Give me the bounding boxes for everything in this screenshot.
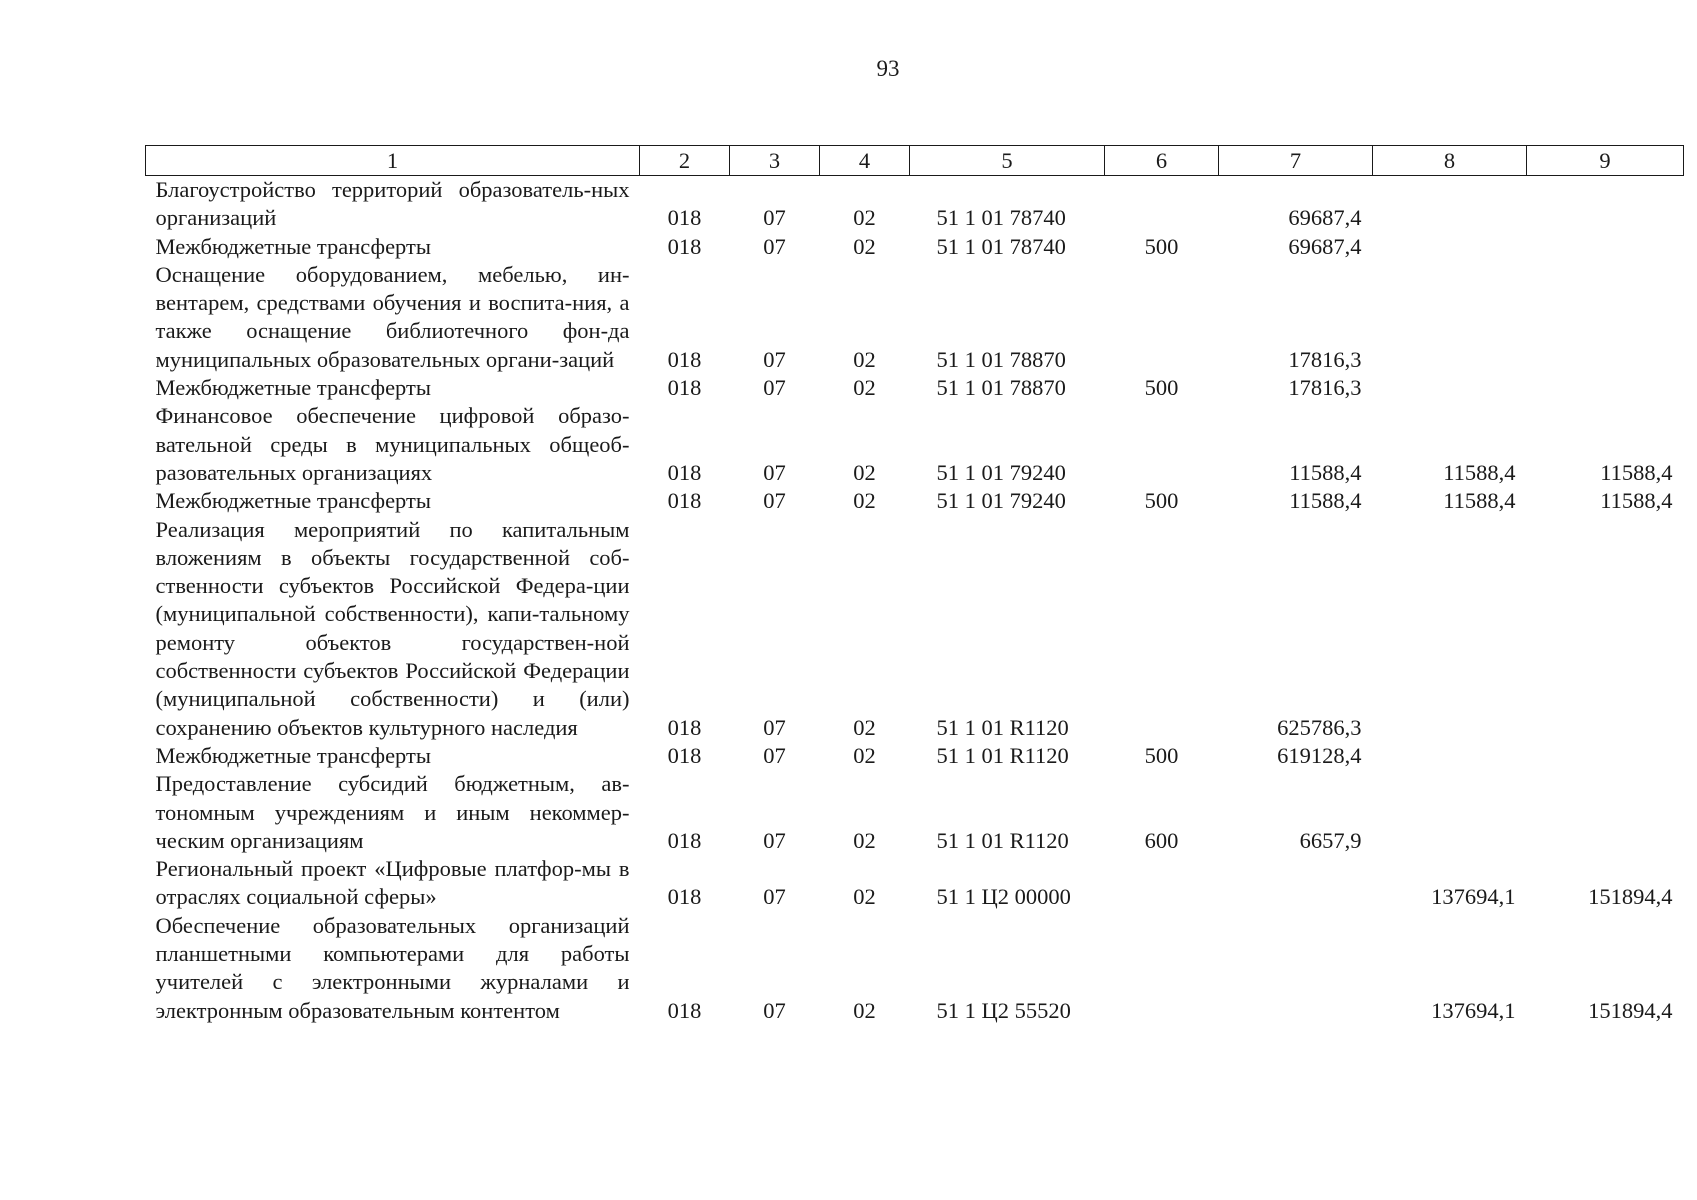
- cell-amount-col9: [1527, 374, 1684, 402]
- row-description: Обеспечение образовательных организаций планшетными компьютерами для работы учителей с электронными журналами и электронным образовательным контентом: [155, 912, 630, 1023]
- table-body: [146, 176, 1684, 1025]
- cell-subsection-code: 02: [853, 827, 876, 853]
- cell-amount-col9: 11588,4: [1600, 488, 1673, 514]
- cell-target-article: 51 1 Ц2 55520: [936, 997, 1071, 1023]
- cell-grbs-code: 018: [667, 714, 702, 740]
- cell-target-article: 51 1 01 R1120: [936, 714, 1069, 740]
- cell-target-article: 51 1 01 79240: [936, 459, 1066, 485]
- cell-amount-col8: 137694,1: [1431, 884, 1516, 910]
- cell-subsection-code: 02: [853, 742, 876, 768]
- table-header-row: [146, 146, 1684, 176]
- page-number: 93: [876, 56, 900, 81]
- cell-grbs-code: 018: [667, 346, 702, 372]
- table-row: [146, 742, 1684, 770]
- cell-grbs-code: 018: [667, 459, 702, 485]
- cell-expense-type: 500: [1144, 375, 1179, 401]
- row-description: Финансовое обеспечение цифровой образо-вательной среды в муниципальных общеоб-разовательных организациях: [155, 403, 630, 485]
- cell-amount-col8: 11588,4: [1443, 488, 1516, 514]
- cell-amount-col8: [1373, 742, 1527, 770]
- cell-amount-col8: [1373, 770, 1527, 855]
- table-row: [146, 487, 1684, 515]
- row-description: Межбюджетные трансферты: [155, 375, 431, 401]
- cell-amount-col7: [1219, 912, 1373, 1025]
- column-header-4: 4: [820, 146, 910, 176]
- cell-amount-col9: [1527, 176, 1684, 233]
- cell-grbs-code: 018: [667, 205, 702, 231]
- cell-amount-col8: [1373, 516, 1527, 742]
- cell-section-code: 07: [763, 997, 786, 1023]
- cell-amount-col9: 151894,4: [1588, 884, 1673, 910]
- cell-section-code: 07: [763, 488, 786, 514]
- cell-amount-col8: 11588,4: [1443, 459, 1516, 485]
- cell-expense-type: [1105, 912, 1219, 1025]
- table-row: [146, 261, 1684, 374]
- row-description: Оснащение оборудованием, мебелью, ин-вентарем, средствами обучения и воспита-ния, а также оснащение библиотечного фон-да муниципальных образовательных органи-заций: [155, 261, 630, 372]
- cell-amount-col8: [1373, 374, 1527, 402]
- column-header-7: 7: [1219, 146, 1373, 176]
- cell-subsection-code: 02: [853, 884, 876, 910]
- cell-amount-col7: 11588,4: [1289, 488, 1362, 514]
- cell-expense-type: 600: [1144, 827, 1179, 853]
- cell-amount-col8: [1373, 261, 1527, 374]
- cell-expense-type: [1105, 855, 1219, 912]
- cell-amount-col7: 69687,4: [1288, 233, 1362, 259]
- cell-amount-col8: [1373, 233, 1527, 261]
- cell-target-article: 51 1 01 R1120: [936, 742, 1069, 768]
- cell-subsection-code: 02: [853, 488, 876, 514]
- cell-amount-col7: 625786,3: [1277, 714, 1362, 740]
- cell-subsection-code: 02: [853, 459, 876, 485]
- cell-section-code: 07: [763, 459, 786, 485]
- cell-section-code: 07: [763, 827, 786, 853]
- cell-expense-type: [1105, 176, 1219, 233]
- cell-section-code: 07: [763, 346, 786, 372]
- cell-expense-type: [1105, 261, 1219, 374]
- cell-target-article: 51 1 01 79240: [936, 488, 1066, 514]
- column-header-6: 6: [1105, 146, 1219, 176]
- column-header-9: 9: [1527, 146, 1684, 176]
- cell-amount-col7: 619128,4: [1277, 742, 1362, 768]
- cell-section-code: 07: [763, 233, 786, 259]
- cell-grbs-code: 018: [667, 827, 702, 853]
- cell-section-code: 07: [763, 205, 786, 231]
- table-row: [146, 176, 1684, 233]
- cell-amount-col8: 137694,1: [1431, 997, 1516, 1023]
- cell-target-article: 51 1 01 78740: [936, 205, 1066, 231]
- table-row: [146, 770, 1684, 855]
- cell-amount-col7: [1219, 855, 1373, 912]
- cell-grbs-code: 018: [667, 375, 702, 401]
- cell-amount-col9: 151894,4: [1588, 997, 1673, 1023]
- cell-section-code: 07: [763, 375, 786, 401]
- cell-section-code: 07: [763, 884, 786, 910]
- cell-subsection-code: 02: [853, 346, 876, 372]
- row-description: Благоустройство территорий образователь-ных организаций: [155, 177, 630, 231]
- cell-grbs-code: 018: [667, 233, 702, 259]
- cell-subsection-code: 02: [853, 233, 876, 259]
- cell-amount-col9: [1527, 261, 1684, 374]
- cell-amount-col7: 11588,4: [1289, 459, 1362, 485]
- table-row: [146, 912, 1684, 1025]
- cell-grbs-code: 018: [667, 488, 702, 514]
- cell-expense-type: [1105, 402, 1219, 487]
- cell-grbs-code: 018: [667, 884, 702, 910]
- cell-subsection-code: 02: [853, 997, 876, 1023]
- cell-expense-type: 500: [1144, 488, 1179, 514]
- row-description: Межбюджетные трансферты: [155, 233, 431, 259]
- table-row: [146, 374, 1684, 402]
- cell-subsection-code: 02: [853, 375, 876, 401]
- cell-subsection-code: 02: [853, 205, 876, 231]
- row-description: Региональный проект «Цифровые платфор-мы в отраслях социальной сферы»: [155, 856, 630, 910]
- cell-grbs-code: 018: [667, 742, 702, 768]
- cell-expense-type: 500: [1144, 742, 1179, 768]
- cell-amount-col9: [1527, 770, 1684, 855]
- cell-amount-col7: 17816,3: [1288, 375, 1362, 401]
- column-header-5: 5: [910, 146, 1105, 176]
- budget-table: [145, 145, 1684, 1025]
- table-row: [146, 855, 1684, 912]
- cell-amount-col9: [1527, 233, 1684, 261]
- table-row: [146, 402, 1684, 487]
- row-description: Межбюджетные трансферты: [155, 488, 431, 514]
- cell-target-article: 51 1 01 78870: [936, 346, 1066, 372]
- cell-amount-col9: [1527, 516, 1684, 742]
- cell-amount-col9: 11588,4: [1600, 459, 1673, 485]
- column-header-3: 3: [730, 146, 820, 176]
- cell-amount-col7: 17816,3: [1288, 346, 1362, 372]
- column-header-8: 8: [1373, 146, 1527, 176]
- row-description: Реализация мероприятий по капитальным вложениям в объекты государственной соб-ственности субъектов Российской Федера-ции (муниципальной собственности), капи-тальному ремонту объектов государствен-ной собственности субъектов Российской Федерации (муниципальной собственности) и (или) сохранению объектов культурного наследия: [155, 516, 630, 740]
- cell-target-article: 51 1 01 78870: [936, 375, 1066, 401]
- cell-target-article: 51 1 01 R1120: [936, 827, 1069, 853]
- cell-expense-type: 500: [1144, 233, 1179, 259]
- cell-amount-col8: [1373, 176, 1527, 233]
- column-header-2: 2: [640, 146, 730, 176]
- cell-section-code: 07: [763, 714, 786, 740]
- cell-expense-type: [1105, 516, 1219, 742]
- cell-amount-col7: 6657,9: [1299, 827, 1362, 853]
- cell-amount-col7: 69687,4: [1288, 205, 1362, 231]
- cell-grbs-code: 018: [667, 997, 702, 1023]
- column-header-1: 1: [146, 146, 640, 176]
- cell-target-article: 51 1 Ц2 00000: [936, 884, 1071, 910]
- table-row: [146, 233, 1684, 261]
- cell-subsection-code: 02: [853, 714, 876, 740]
- cell-section-code: 07: [763, 742, 786, 768]
- cell-amount-col9: [1527, 742, 1684, 770]
- row-description: Предоставление субсидий бюджетным, ав-тономным учреждениям и иным некоммер-ческим организациям: [155, 771, 630, 853]
- table-row: [146, 516, 1684, 742]
- row-description: Межбюджетные трансферты: [155, 742, 431, 768]
- cell-target-article: 51 1 01 78740: [936, 233, 1066, 259]
